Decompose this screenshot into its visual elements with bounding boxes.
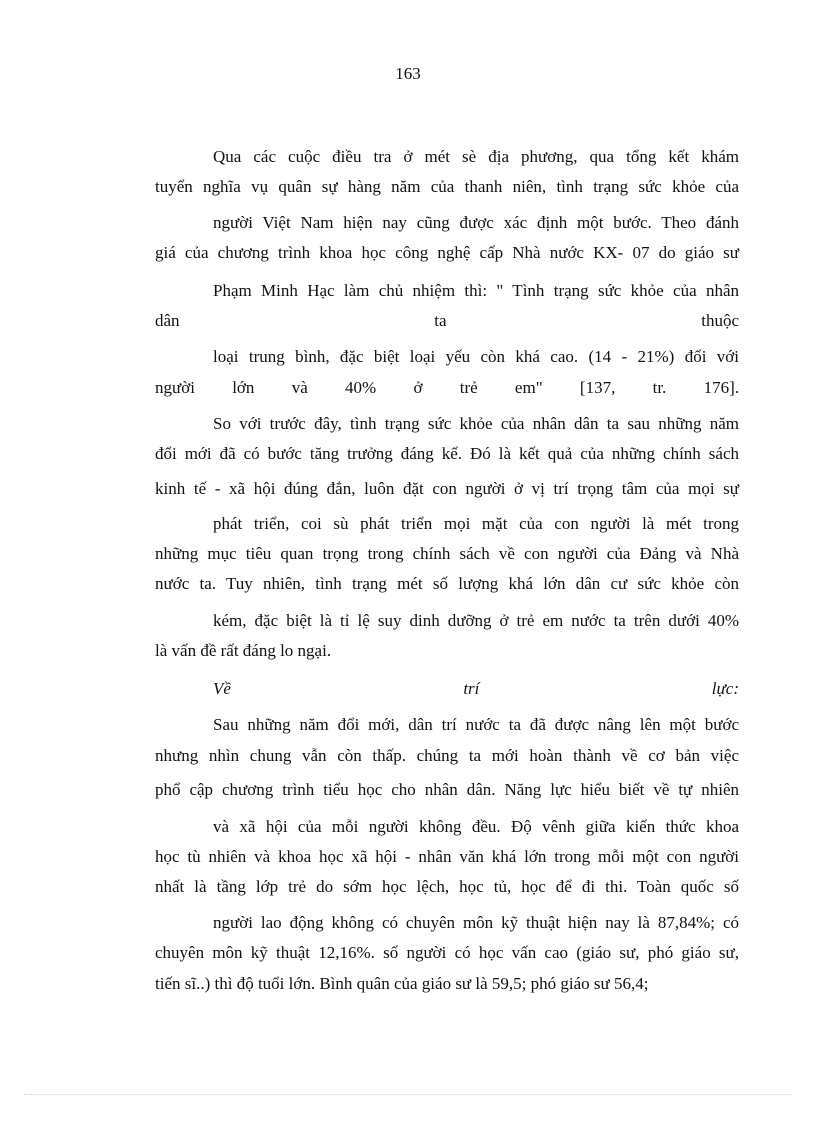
section-heading-text: Về trí lực:	[213, 679, 739, 698]
text-line: đổi mới đã có bước tăng trưởng đáng kể. Đó là kết quả của những chính sách	[155, 444, 739, 463]
text-line: tuyển nghĩa vụ quân sự hàng năm của thanh niên, tình trạng sức khỏe của	[155, 177, 739, 196]
text-line: So với trước đây, tình trạng sức khỏe của nhân dân ta sau những năm	[213, 414, 739, 433]
text-line: loại trung bình, đặc biệt loại yếu còn khá cao. (14 - 21%) đối với	[213, 347, 739, 366]
text-line: những mục tiêu quan trọng trong chính sách về con người của Đảng và Nhà	[155, 544, 739, 563]
text-line: học tù nhiên và khoa học xã hội - nhân văn khá lớn trong mỗi một con người	[155, 847, 739, 866]
text-line: người lao động không có chuyên môn kỹ thuật hiện nay là 87,84%; có	[213, 913, 739, 932]
text-line: Phạm Minh Hạc làm chủ nhiệm thì: " Tình trạng sức khỏe của nhân	[213, 281, 739, 300]
text-line: kinh tế - xã hội đúng đắn, luôn đặt con người ở vị trí trọng tâm của mọi sự	[155, 479, 739, 498]
text-line: nhưng nhìn chung vẫn còn thấp. chúng ta mới hoàn thành về cơ bản việc	[155, 746, 739, 765]
text-line: chuyên môn kỹ thuật 12,16%. số người có học vấn cao (giáo sư, phó giáo sư,	[155, 943, 739, 962]
text-line: giá của chương trình khoa học công nghệ cấp Nhà nước KX- 07 do giáo sư	[155, 243, 739, 262]
text-line: phát triển, coi sù phát triển mọi mặt của con người là mét trong	[213, 514, 739, 533]
text-line: Qua các cuộc điều tra ở mét sè địa phương, qua tổng kết khám	[213, 147, 739, 166]
text-line: phổ cập chương trình tiểu học cho nhân dân. Năng lực hiểu biết về tự nhiên	[155, 780, 739, 799]
text-line: kém, đặc biệt là tỉ lệ suy dinh dưỡng ở trẻ em nước ta trên dưới 40%	[213, 611, 739, 630]
text-line: dân ta thuộc	[155, 311, 739, 330]
text-line: người Việt Nam hiện nay cũng được xác định một bước. Theo đánh	[213, 213, 739, 232]
page-number: 163	[395, 64, 421, 83]
text-line: Sau những năm đổi mới, dân trí nước ta đã được nâng lên một bước	[213, 715, 739, 734]
text-line: người lớn và 40% ở trẻ em" [137, tr. 176].	[155, 378, 739, 397]
text-line: là vấn đề rất đáng lo ngại.	[155, 641, 332, 660]
text-line: nhất là tầng lớp trẻ do sớm học lệch, học tủ, học để đi thi. Toàn quốc số	[155, 877, 739, 896]
text-line: tiến sĩ..) thì độ tuổi lớn. Bình quân của giáo sư là 59,5; phó giáo sư 56,4;	[155, 974, 649, 993]
page-footer-divider	[24, 1094, 792, 1095]
text-line: nước ta. Tuy nhiên, tình trạng mét số lượng khá lớn dân cư sức khỏe còn	[155, 574, 739, 593]
section-heading	[155, 678, 739, 700]
text-line: và xã hội của mỗi người không đều. Độ vênh giữa kiến thức khoa	[213, 817, 739, 836]
